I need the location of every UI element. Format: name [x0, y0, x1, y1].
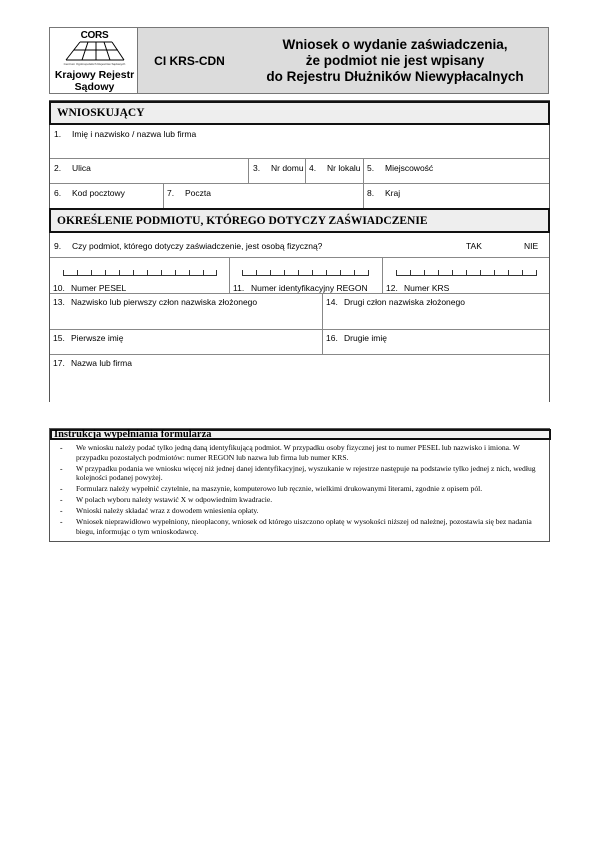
instruction-text: Wnioski należy składać wraz z dowodem wniesienia opłaty. — [76, 506, 259, 516]
field-number: 5. — [367, 163, 375, 173]
field-number: 16. — [326, 333, 338, 343]
field-city[interactable] — [364, 159, 549, 183]
option-no[interactable]: NIE — [524, 241, 539, 251]
field-first-name[interactable] — [50, 330, 322, 354]
field-number: 6. — [54, 188, 62, 198]
field-number: 10. — [53, 283, 65, 293]
digit-cells-krs — [396, 270, 537, 276]
logo-grid-icon — [62, 40, 128, 62]
field-pesel[interactable] — [50, 258, 229, 293]
logo-registry — [50, 69, 139, 93]
title-line-2: że podmiot nie jest wpisany — [305, 52, 485, 68]
field-label: Imię i nazwisko / nazwa lub firma — [72, 129, 197, 139]
form-code: CI KRS-CDN — [154, 53, 225, 68]
field-krs[interactable] — [383, 258, 549, 293]
digit-cells-pesel — [63, 270, 217, 276]
digit-cells-regon — [242, 270, 369, 276]
field-applicant-name[interactable] — [50, 125, 549, 158]
field-house-number[interactable] — [249, 159, 305, 183]
field-company-name[interactable] — [50, 355, 549, 402]
field-number: 1. — [54, 129, 62, 139]
field-number: 4. — [309, 163, 317, 173]
instruction-item — [60, 495, 545, 505]
field-label: Kraj — [385, 188, 401, 198]
field-post-office[interactable] — [164, 184, 363, 208]
field-label: Nr domu — [271, 163, 304, 173]
instruction-item — [60, 464, 545, 483]
field-label: Miejscowość — [385, 163, 434, 173]
field-second-name[interactable] — [323, 330, 549, 354]
dash-bullet-icon: - — [60, 443, 63, 452]
field-regon[interactable] — [230, 258, 382, 293]
field-number: 3. — [253, 163, 261, 173]
instruction-item — [60, 443, 545, 462]
instructions-list — [60, 443, 545, 538]
dash-bullet-icon: - — [60, 495, 63, 505]
field-label: Czy podmiot, którego dotyczy zaświadczenie, jest osobą fizyczną? — [72, 241, 323, 251]
instruction-text: Formularz należy wypełnić czytelnie, na maszynie, komputerowo lub ręcznie, wielkimi drukowanymi literami, zgodnie z opisem pól. — [76, 484, 483, 494]
instruction-item — [60, 517, 545, 536]
instruction-text: W przypadku podania we wniosku więcej niż jednej danej identyfikacyjnej, wyszukanie w rejestrze następuje na podstawie tylko jednej z nich, według kolejności podanej powyżej. — [76, 463, 536, 483]
field-number: 7. — [167, 188, 175, 198]
instruction-item — [60, 484, 545, 494]
field-label: Numer identyfikacyjny REGON — [251, 283, 368, 293]
title-line-3: do Rejestru Dłużników Niewypłacalnych — [266, 68, 524, 84]
field-label: Kod pocztowy — [72, 188, 125, 198]
section-heading-applicant: WNIOSKUJĄCY — [49, 101, 550, 125]
field-number: 17. — [53, 358, 65, 368]
section-heading-subject: OKREŚLENIE PODMIOTU, KTÓREGO DOTYCZY ZAŚWIADCZENIE — [49, 208, 550, 233]
field-country[interactable] — [364, 184, 549, 208]
field-label: Poczta — [185, 188, 211, 198]
field-number: 12. — [386, 283, 398, 293]
field-number: 8. — [367, 188, 375, 198]
instructions-box — [49, 428, 550, 542]
title-line-1: Wniosek o wydanie zaświadczenia, — [282, 36, 508, 52]
field-label: Numer KRS — [404, 283, 450, 293]
field-number: 9. — [54, 241, 62, 251]
instruction-text: W polach wyboru należy wstawić X w odpowiednim kwadracie. — [76, 495, 273, 505]
field-apartment-number[interactable] — [306, 159, 363, 183]
field-label: Pierwsze imię — [71, 333, 124, 343]
dash-bullet-icon: - — [60, 517, 63, 527]
field-street[interactable] — [50, 159, 248, 183]
field-label: Nazwisko lub pierwszy człon nazwiska złożonego — [71, 297, 258, 307]
field-label: Nazwa lub firma — [71, 358, 132, 368]
field-number: 14. — [326, 297, 338, 307]
field-label: Ulica — [72, 163, 91, 173]
instruction-item — [60, 506, 545, 516]
logo-registry-line1: Krajowy Rejestr — [54, 69, 135, 81]
field-postal-code[interactable] — [50, 184, 163, 208]
instructions-heading: Instrukcja wypełniania formularza — [50, 429, 551, 440]
instruction-text: Wniosek nieprawidłowo wypełniony, nieopłacony, wniosek od którego uiszczono opłatę w wysokości niższej od należnej, pozostawia się bez nadania biegu, informując o tym wnioskodawcę. — [76, 517, 532, 536]
logo-registry-line2: Sądowy — [74, 81, 115, 93]
dash-bullet-icon: - — [60, 463, 63, 473]
instruction-text: We wniosku należy podać tylko jedną daną identyfikującą podmiot. W przypadku osoby fizycznej jest to numer PESEL lub nazwisko i imiona. W przypadku pozostałych podmiotów: numer REGON lub nazwa lub firma lub numer KRS. — [76, 443, 520, 462]
field-number: 2. — [54, 163, 62, 173]
field-label: Nr lokalu — [327, 163, 361, 173]
field-label: Drugie imię — [344, 333, 387, 343]
logo-brand: CORS — [80, 30, 109, 41]
option-yes[interactable]: TAK — [466, 241, 482, 251]
field-label: Drugi człon nazwiska złożonego — [344, 297, 465, 307]
logo-block — [49, 27, 138, 94]
question-natural-person — [50, 233, 549, 257]
field-surname[interactable] — [50, 294, 322, 329]
field-number: 15. — [53, 333, 65, 343]
field-number: 13. — [53, 297, 65, 307]
dash-bullet-icon: - — [60, 506, 63, 516]
logo-subtitle: Centrum Ogólnopolskich Rejestrów Sądowych — [63, 62, 126, 66]
page-title — [241, 27, 549, 94]
field-label: Numer PESEL — [71, 283, 127, 293]
field-second-surname[interactable] — [323, 294, 549, 329]
dash-bullet-icon: - — [60, 484, 63, 494]
field-number: 11. — [233, 283, 245, 293]
